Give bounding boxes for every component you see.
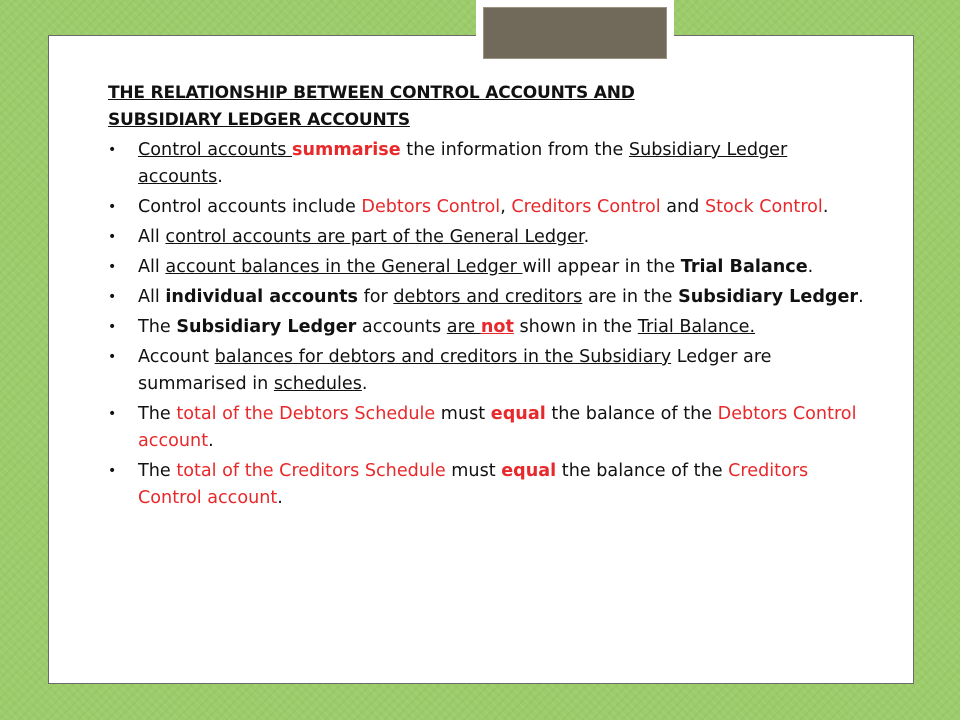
bullet-bold: Subsidiary Ledger bbox=[678, 287, 859, 307]
bullet-highlight: total of the Debtors Schedule bbox=[176, 404, 436, 424]
bullet-text: All bbox=[138, 287, 166, 307]
bullet-text: . bbox=[858, 287, 864, 307]
slide-content bbox=[108, 80, 868, 515]
corner-decoration bbox=[476, 0, 674, 66]
bullet-text: are bbox=[446, 317, 481, 337]
bullet-emphasis: summarise bbox=[292, 140, 401, 160]
bullet-text: Subsidiary Ledger accounts bbox=[138, 140, 788, 187]
bullet-emphasis: equal bbox=[490, 404, 546, 424]
title-line-1: THE RELATIONSHIP BETWEEN CONTROL ACCOUNTS AND bbox=[108, 83, 635, 103]
corner-decoration-inner bbox=[483, 7, 667, 59]
bullet-text: The bbox=[138, 317, 177, 337]
bullet-text: . bbox=[361, 374, 368, 394]
bullet-text: accounts bbox=[356, 317, 447, 337]
bullet-highlight: Debtors Control account bbox=[138, 404, 857, 451]
bullet-text: , bbox=[500, 197, 512, 217]
bullet-bold: Subsidiary Ledger bbox=[176, 317, 357, 337]
bullet-text: schedules bbox=[273, 374, 362, 394]
bullet-highlight: total of the Creditors Schedule bbox=[176, 461, 446, 481]
bullet-text: and bbox=[660, 197, 705, 217]
bullet-text: the information from the bbox=[400, 140, 629, 160]
bullet-bold: Trial Balance bbox=[680, 257, 808, 277]
bullet-item bbox=[108, 284, 868, 311]
bullet-bold: individual accounts bbox=[165, 287, 358, 307]
bullet-text: Ledger are summarised in bbox=[138, 347, 772, 394]
bullet-text: All bbox=[138, 227, 166, 247]
bullet-item bbox=[108, 314, 868, 341]
bullet-text: Account bbox=[138, 347, 215, 367]
bullet-text: The bbox=[138, 404, 177, 424]
bullet-item bbox=[108, 224, 868, 251]
bullet-text: . bbox=[208, 431, 214, 451]
bullet-text: must bbox=[445, 461, 502, 481]
bullet-text: debtors and creditors bbox=[393, 287, 583, 307]
bullet-text: . bbox=[583, 227, 590, 247]
bullet-highlight: Creditors Control bbox=[511, 197, 661, 217]
bullet-text: shown in the bbox=[513, 317, 638, 337]
bullet-text: balances for debtors and creditors in the Subsidiary bbox=[214, 347, 672, 367]
slide-title bbox=[108, 80, 868, 134]
bullet-item bbox=[108, 137, 868, 191]
bullet-text: . bbox=[277, 488, 283, 508]
bullet-text: . bbox=[217, 167, 223, 187]
bullet-item bbox=[108, 194, 868, 221]
bullet-text: will appear in the bbox=[522, 257, 681, 277]
bullet-emphasis: not bbox=[480, 317, 514, 337]
bullet-emphasis: equal bbox=[501, 461, 557, 481]
bullet-list bbox=[108, 137, 868, 512]
bullet-text: The bbox=[138, 461, 177, 481]
bullet-highlight: Creditors Control account bbox=[138, 461, 809, 508]
bullet-text: account balances in the General Ledger bbox=[165, 257, 523, 277]
bullet-text: Control accounts bbox=[138, 140, 293, 160]
bullet-text: the balance of the bbox=[545, 404, 718, 424]
bullet-text: the balance of the bbox=[556, 461, 729, 481]
bullet-text: . bbox=[822, 197, 829, 217]
bullet-text: for bbox=[357, 287, 394, 307]
title-line-2: SUBSIDIARY LEDGER ACCOUNTS bbox=[108, 110, 410, 130]
bullet-highlight: Stock Control bbox=[704, 197, 823, 217]
bullet-highlight: Debtors Control bbox=[361, 197, 501, 217]
bullet-text: Trial Balance. bbox=[637, 317, 756, 337]
bullet-text: are in the bbox=[582, 287, 679, 307]
bullet-item bbox=[108, 458, 868, 512]
bullet-item bbox=[108, 344, 868, 398]
bullet-text: All bbox=[138, 257, 166, 277]
bullet-text: must bbox=[435, 404, 491, 424]
bullet-item bbox=[108, 401, 868, 455]
bullet-text: . bbox=[807, 257, 814, 277]
bullet-item bbox=[108, 254, 868, 281]
bullet-text: control accounts are part of the General Ledger bbox=[165, 227, 584, 247]
bullet-text: Control accounts include bbox=[138, 197, 362, 217]
